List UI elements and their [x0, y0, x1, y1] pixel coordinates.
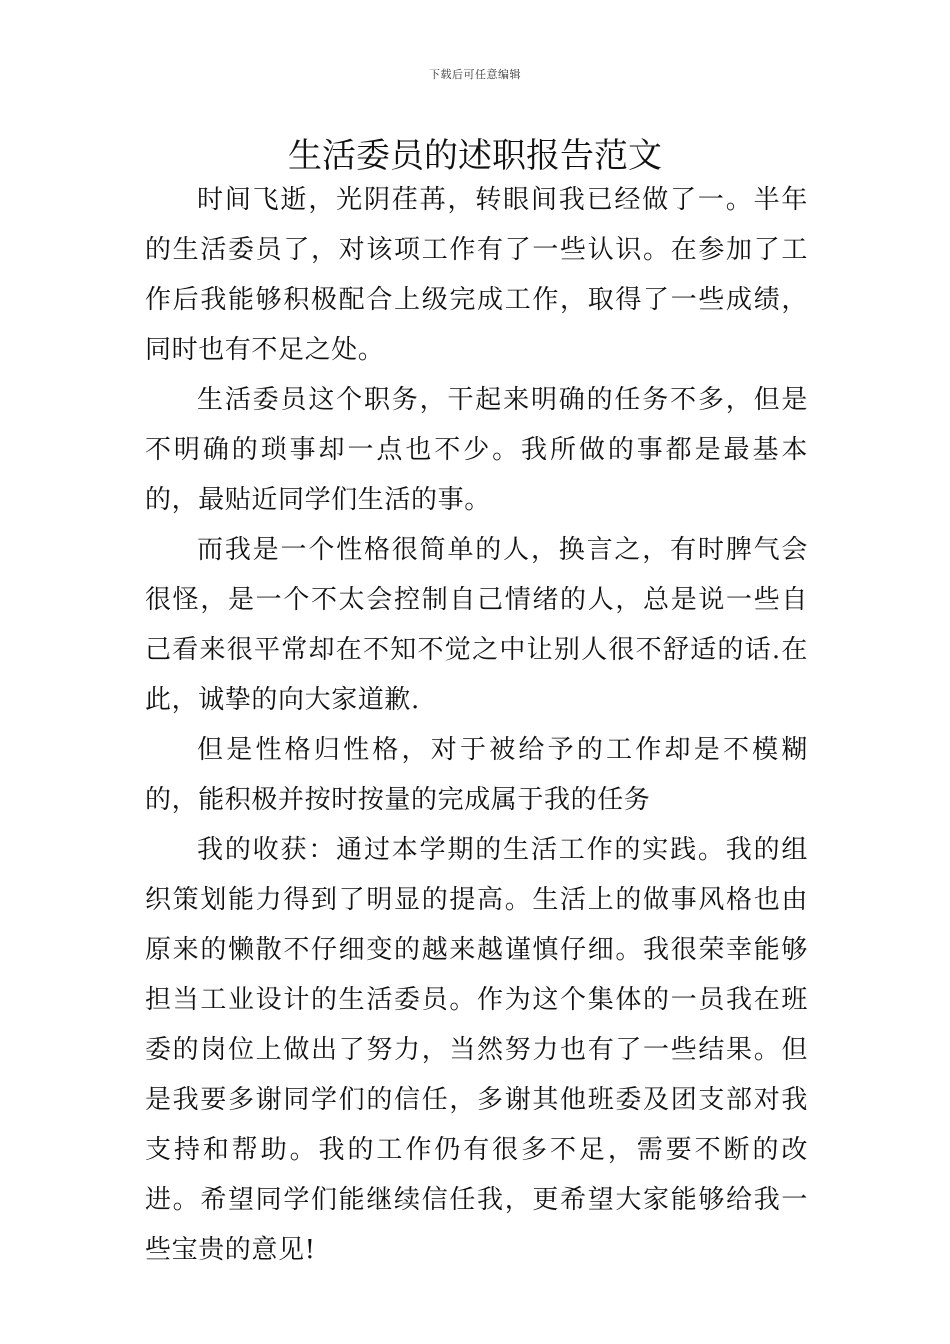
paragraph-5: 我的收获：通过本学期的生活工作的实践。我的组织策划能力得到了明显的提高。生活上的做事风格也由原来的懒散不仔细变的越来越谨慎仔细。我很荣幸能够担当工业设计的生活委员。作为这个集体的一员我在班委的岗位上做出了努力，当然努力也有了一些结果。但是我要多谢同学们的信任，多谢其他班委及团支部对我支持和帮助。我的工作仍有很多不足，需要不断的改进。希望同学们能继续信任我，更希望大家能够给我一些宝贵的意见!: [145, 835, 808, 1265]
document-title: 生活委员的述职报告范文: [288, 136, 662, 176]
paragraph-3: 而我是一个性格很简单的人，换言之，有时脾气会很怪，是一个不太会控制自己情绪的人，总是说一些自己看来很平常却在不知不觉之中让别人很不舒适的话.在此，诚挚的向大家道歉.: [145, 535, 808, 715]
paragraph-4: 但是性格归性格，对于被给予的工作却是不模糊的，能积极并按时按量的完成属于我的任务: [145, 735, 808, 815]
header-note: 下载后可任意编辑: [429, 68, 521, 81]
paragraph-2: 生活委员这个职务，干起来明确的任务不多，但是不明确的琐事却一点也不少。我所做的事都是最基本的，最贴近同学们生活的事。: [145, 385, 808, 515]
paragraph-1: 时间飞逝，光阴荏苒，转眼间我已经做了一。半年的生活委员了，对该项工作有了一些认识。在参加了工作后我能够积极配合上级完成工作，取得了一些成绩，同时也有不足之处。: [145, 185, 808, 365]
document-body: [145, 175, 808, 1275]
